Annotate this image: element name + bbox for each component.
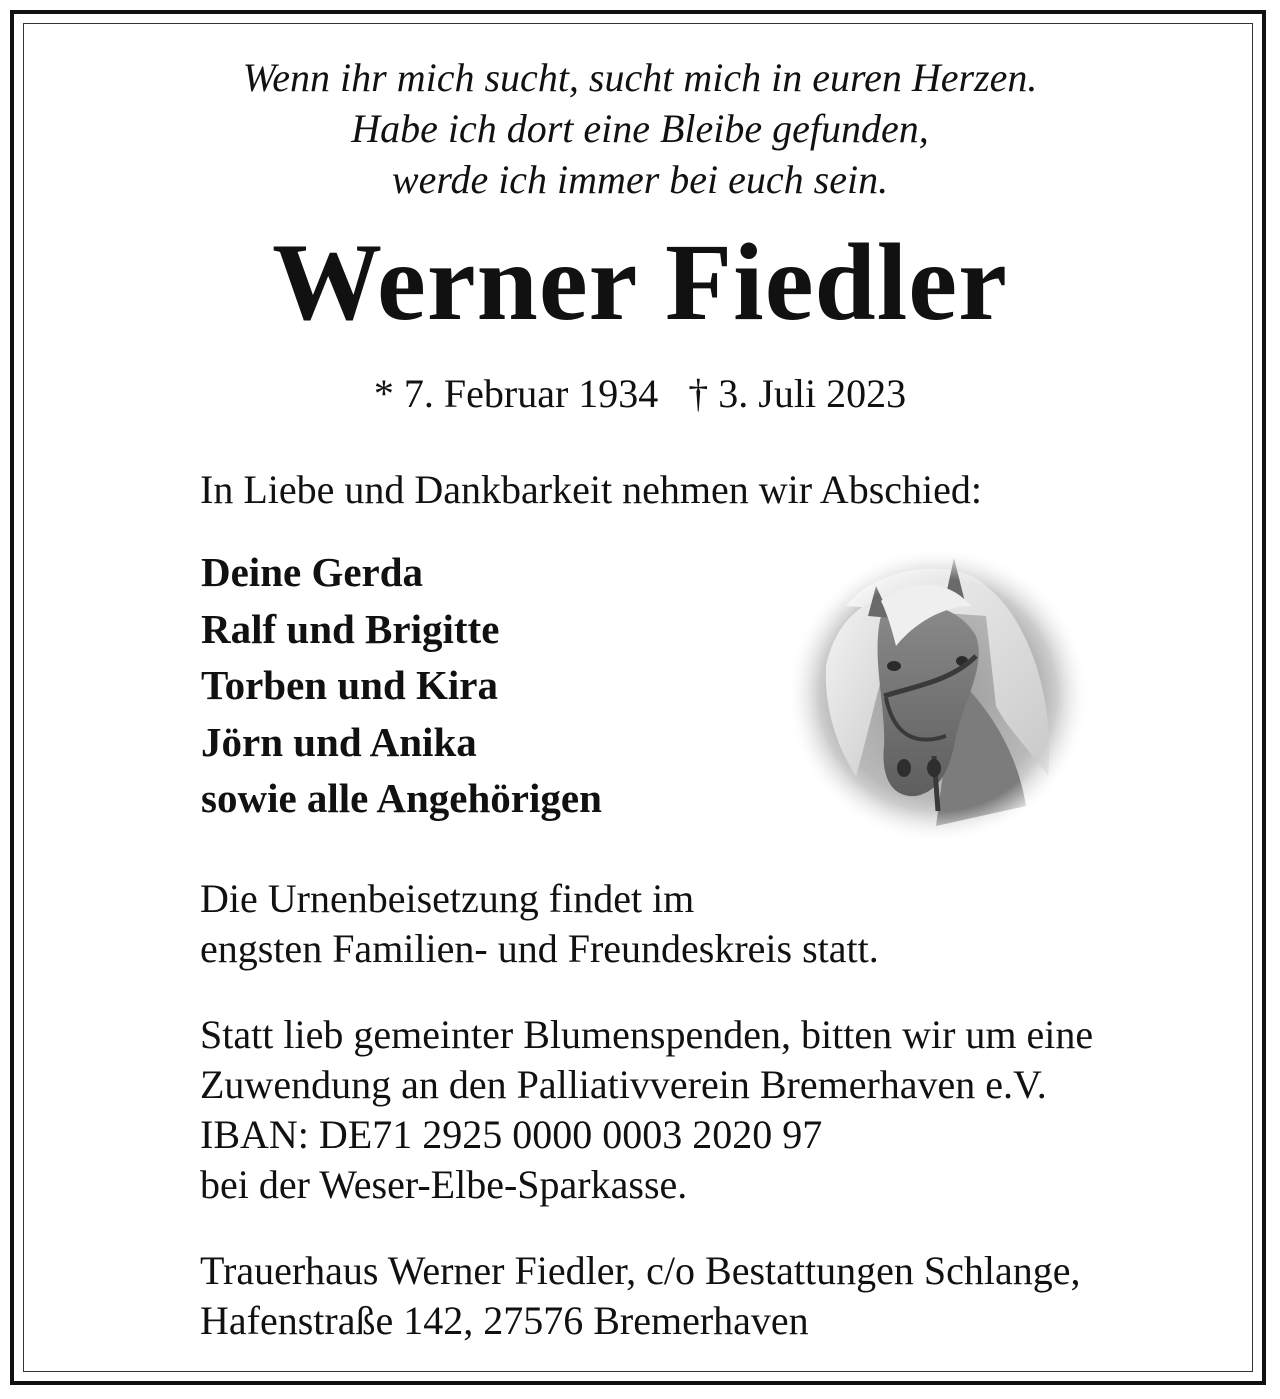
burial-notice <box>200 874 879 974</box>
poem-line: werde ich immer bei euch sein. <box>391 157 889 202</box>
birth-date: * 7. Februar 1934 <box>373 371 659 416</box>
deceased-name: Werner Fiedler <box>272 221 1008 343</box>
poem-line: Wenn ihr mich sucht, sucht mich in euren Herzen. <box>242 55 1038 100</box>
burial-line: engsten Familien- und Freundeskreis statt. <box>200 926 879 971</box>
death-date: † 3. Juli 2023 <box>688 371 907 416</box>
bank-line: bei der Weser-Elbe-Sparkasse. <box>200 1162 688 1207</box>
mourning-address <box>200 1246 1081 1346</box>
mourner-item: sowie alle Angehörigen <box>201 775 602 821</box>
burial-line: Die Urnenbeisetzung findet im <box>200 876 695 921</box>
address-line: Trauerhaus Werner Fiedler, c/o Bestattungen Schlange, <box>200 1248 1081 1293</box>
mourners-list <box>201 544 602 827</box>
life-dates <box>0 368 1280 420</box>
mourner-item: Deine Gerda <box>201 549 424 595</box>
donation-line: Zuwendung an den Palliativverein Bremerhaven e.V. <box>200 1062 1047 1107</box>
poem-line: Habe ich dort eine Bleibe gefunden, <box>351 106 929 151</box>
horse-portrait-icon <box>786 546 1090 844</box>
mourner-item: Torben und Kira <box>201 662 498 708</box>
address-line: Hafenstraße 142, 27576 Bremerhaven <box>200 1298 809 1343</box>
mourner-item: Ralf und Brigitte <box>201 605 500 652</box>
mourner-item: Jörn und Anika <box>201 718 477 765</box>
donation-line: Statt lieb gemeinter Blumenspenden, bitten wir um eine <box>200 1012 1094 1057</box>
poem <box>0 52 1280 205</box>
farewell-intro: In Liebe und Dankbarkeit nehmen wir Abschied: <box>200 467 982 512</box>
donation-notice <box>200 1010 1093 1210</box>
iban-line: IBAN: DE71 2925 0000 0003 2020 97 <box>200 1112 823 1157</box>
